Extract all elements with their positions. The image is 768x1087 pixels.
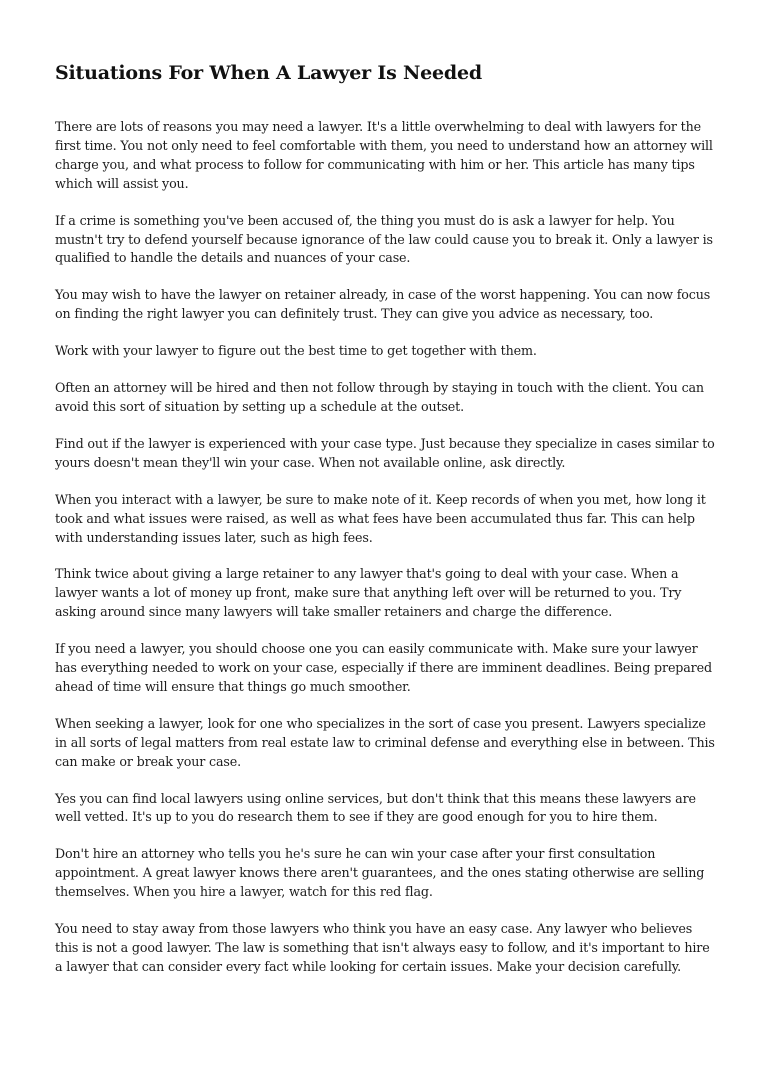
paragraph-3: You may wish to have the lawyer on retainer already, in case of the worst happening. You can now focus on finding the right lawyer you can definitely trust. They can give you advice as necessary, too. xyxy=(55,287,711,322)
paragraph-7: When you interact with a lawyer, be sure to make note of it. Keep records of when you met, how long it took and what issues were raised, as well as what fees have been accumulated thus far. This can help with understanding issues later, such as high fees. xyxy=(55,491,706,545)
document-page xyxy=(55,60,715,995)
paragraph-10: When seeking a lawyer, look for one who specializes in the sort of case you present. Lawyers specialize in all sorts of legal matters from real estate law to criminal defense and everything else in between. This can make or break your case. xyxy=(55,715,715,769)
document-title: Situations For When A Lawyer Is Needed xyxy=(55,62,482,84)
paragraph-9: If you need a lawyer, you should choose one you can easily communicate with. Make sure your lawyer has everything needed to work on your case, especially if there are imminent deadlines. Being prepared ahead of time will ensure that things go much smoother. xyxy=(55,641,712,694)
paragraph-12: Don't hire an attorney who tells you he's sure he can win your case after your first consultation appointment. A great lawyer knows there aren't guarantees, and the ones stating otherwise are selling themselves. When you hire a lawyer, watch for this red flag. xyxy=(55,846,705,900)
paragraph-2: If a crime is something you've been accused of, the thing you must do is ask a lawyer for help. You mustn't try to defend yourself because ignorance of the law could cause you to break it. Only a lawyer is qualified to handle the details and nuances of your case. xyxy=(55,212,713,266)
paragraph-1: There are lots of reasons you may need a lawyer. It's a little overwhelming to deal with lawyers for the first time. You not only need to feel comfortable with them, you need to understand how an attorney will charge you, and what process to follow for communicating with him or her. This article has many tips which will assist you. xyxy=(55,119,713,191)
paragraph-13: You need to stay away from those lawyers who think you have an easy case. Any lawyer who believes this is not a good lawyer. The law is something that isn't always easy to follow, and it's important to hire a lawyer that can consider every fact while looking for certain issues. Make your decision carefully. xyxy=(55,921,710,974)
paragraph-4: Work with your lawyer to figure out the best time to get together with them. xyxy=(55,343,537,359)
paragraph-11: Yes you can find local lawyers using online services, but don't think that this means these lawyers are well vetted. It's up to you do research them to see if they are good enough for you to hire them. xyxy=(55,790,696,825)
paragraph-8: Think twice about giving a large retainer to any lawyer that's going to deal with your case. When a lawyer wants a lot of money up front, make sure that anything left over will be returned to you. Try asking around since many lawyers will take smaller retainers and charge the difference. xyxy=(55,566,682,620)
paragraph-5: Often an attorney will be hired and then not follow through by staying in touch with the client. You can avoid this sort of situation by setting up a schedule at the outset. xyxy=(55,380,704,414)
paragraph-6: Find out if the lawyer is experienced with your case type. Just because they specialize in cases similar to yours doesn't mean they'll win your case. When not available online, ask directly. xyxy=(55,435,715,470)
